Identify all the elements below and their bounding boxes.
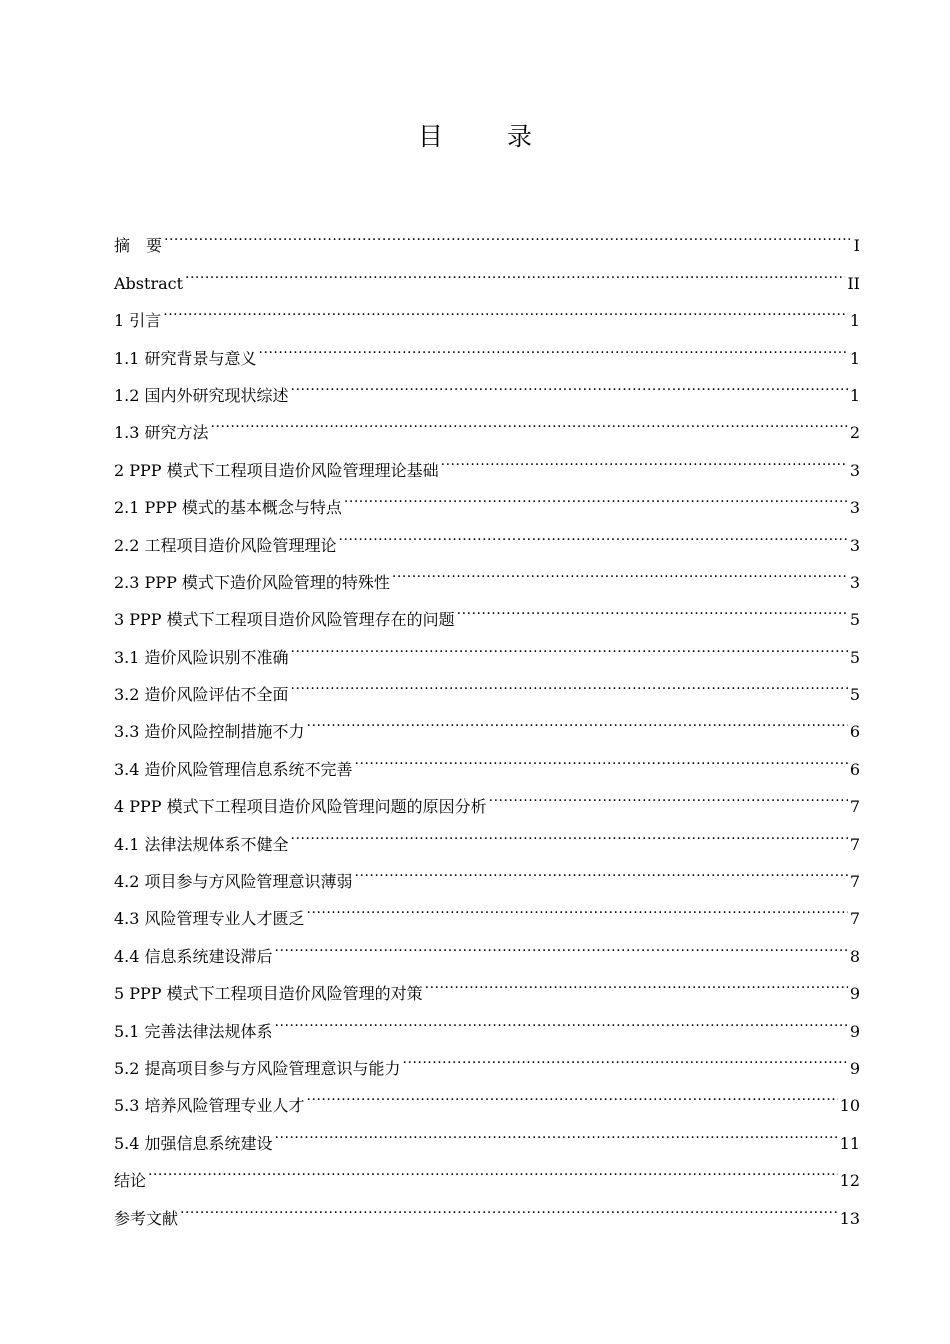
toc-entry-page: 1 xyxy=(849,385,860,405)
toc-dot-leader xyxy=(392,551,848,588)
toc-entry-page: 7 xyxy=(849,834,860,854)
toc-entry-label: 4 PPP 模式下工程项目造价风险管理问题的原因分析 xyxy=(114,797,487,817)
toc-entry-label: 2 PPP 模式下工程项目造价风险管理理论基础 xyxy=(114,460,439,480)
toc-entry-label: Abstract xyxy=(114,273,184,293)
toc-entry-label: 2.1 PPP 模式的基本概念与特点 xyxy=(114,498,342,518)
toc-dot-leader xyxy=(457,588,848,625)
toc-entry-label: 1 引言 xyxy=(114,311,162,331)
toc-entry-page: 7 xyxy=(849,797,860,817)
toc-entry-label: 5.4 加强信息系统建设 xyxy=(114,1133,273,1153)
toc-entry-label: 参考文献 xyxy=(114,1208,179,1228)
toc-dot-leader xyxy=(148,1149,838,1186)
toc-dot-leader xyxy=(163,289,848,326)
toc-entry-label: 1.3 研究方法 xyxy=(114,423,209,443)
toc-dot-leader xyxy=(164,214,850,251)
toc-entry-page: 5 xyxy=(849,610,860,630)
toc-entry-page: 1 xyxy=(849,348,860,368)
toc-entry-page: I xyxy=(853,236,860,256)
toc-entry-label: 4.4 信息系统建设滞后 xyxy=(114,946,273,966)
toc-dot-leader xyxy=(211,401,848,438)
toc-entry[interactable] xyxy=(114,1186,860,1228)
toc-entry-page: 9 xyxy=(849,984,860,1004)
toc-entry-page: II xyxy=(847,273,860,293)
toc-entry-label: 5.1 完善法律法规体系 xyxy=(114,1021,273,1041)
toc-dot-leader xyxy=(425,962,848,999)
toc-dot-leader xyxy=(291,663,848,700)
toc-list xyxy=(114,214,860,1228)
toc-entry-page: 5 xyxy=(849,647,860,667)
toc-dot-leader xyxy=(275,1111,838,1148)
toc-entry-label: 4.2 项目参与方风险管理意识薄弱 xyxy=(114,872,353,892)
toc-entry[interactable] xyxy=(114,289,860,331)
toc-dot-leader xyxy=(259,326,848,363)
toc-entry-label: 3.2 造价风险评估不全面 xyxy=(114,685,289,705)
toc-dot-leader xyxy=(307,887,848,924)
toc-entry-page: 6 xyxy=(849,759,860,779)
toc-entry-page: 3 xyxy=(849,572,860,592)
toc-entry-page: 6 xyxy=(849,722,860,742)
toc-entry-label: 1.1 研究背景与意义 xyxy=(114,348,257,368)
toc-entry-label: 2.3 PPP 模式下造价风险管理的特殊性 xyxy=(114,572,390,592)
toc-dot-leader xyxy=(489,775,848,812)
toc-dot-leader xyxy=(441,438,848,475)
toc-entry-page: 13 xyxy=(839,1208,860,1228)
toc-dot-leader xyxy=(307,700,848,737)
toc-entry-label: 1.2 国内外研究现状综述 xyxy=(114,385,289,405)
toc-entry[interactable] xyxy=(114,214,860,256)
toc-entry-page: 10 xyxy=(839,1096,860,1116)
toc-entry-page: 7 xyxy=(849,909,860,929)
toc-entry-page: 5 xyxy=(849,685,860,705)
toc-dot-leader xyxy=(344,476,848,513)
toc-dot-leader xyxy=(291,812,848,849)
toc-dot-leader xyxy=(291,625,848,662)
toc-dot-leader xyxy=(275,924,848,961)
toc-dot-leader xyxy=(355,850,848,887)
toc-entry-page: 3 xyxy=(849,498,860,518)
toc-entry-label: 3 PPP 模式下工程项目造价风险管理存在的问题 xyxy=(114,610,455,630)
toc-entry-label: 3.3 造价风险控制措施不力 xyxy=(114,722,305,742)
toc-dot-leader xyxy=(185,251,845,288)
toc-entry-page: 7 xyxy=(849,872,860,892)
toc-entry-label: 5.3 培养风险管理专业人才 xyxy=(114,1096,305,1116)
toc-entry[interactable] xyxy=(114,1149,860,1191)
toc-entry-label: 2.2 工程项目造价风险管理理论 xyxy=(114,535,337,555)
toc-entry[interactable] xyxy=(114,438,860,480)
toc-entry-page: 3 xyxy=(849,535,860,555)
toc-entry-page: 11 xyxy=(839,1133,860,1153)
toc-entry-page: 8 xyxy=(849,946,860,966)
toc-dot-leader xyxy=(180,1186,838,1223)
toc-dot-leader xyxy=(355,737,848,774)
toc-entry-label: 5 PPP 模式下工程项目造价风险管理的对策 xyxy=(114,984,423,1004)
toc-entry-page: 3 xyxy=(849,460,860,480)
toc-entry-label: 3.1 造价风险识别不准确 xyxy=(114,647,289,667)
toc-entry-page: 9 xyxy=(849,1058,860,1078)
toc-entry-label: 4.3 风险管理专业人才匮乏 xyxy=(114,909,305,929)
toc-entry[interactable] xyxy=(114,251,860,293)
toc-entry-label: 结论 xyxy=(114,1171,147,1191)
toc-entry-label: 摘 要 xyxy=(114,236,163,256)
toc-entry-page: 2 xyxy=(849,423,860,443)
toc-entry-page: 9 xyxy=(849,1021,860,1041)
toc-entry-label: 5.2 提高项目参与方风险管理意识与能力 xyxy=(114,1058,401,1078)
toc-entry-page: 12 xyxy=(839,1171,860,1191)
toc-entry-label: 4.1 法律法规体系不健全 xyxy=(114,834,289,854)
toc-entry[interactable] xyxy=(114,326,860,368)
toc-entry[interactable] xyxy=(114,401,860,443)
toc-dot-leader xyxy=(307,1074,838,1111)
page-title: 目 录 xyxy=(418,122,560,151)
toc-dot-leader xyxy=(275,999,848,1036)
toc-entry-label: 3.4 造价风险管理信息系统不完善 xyxy=(114,759,353,779)
toc-entry-page: 1 xyxy=(849,311,860,331)
toc-dot-leader xyxy=(403,1037,848,1074)
toc-dot-leader xyxy=(291,364,848,401)
toc-dot-leader xyxy=(339,513,848,550)
